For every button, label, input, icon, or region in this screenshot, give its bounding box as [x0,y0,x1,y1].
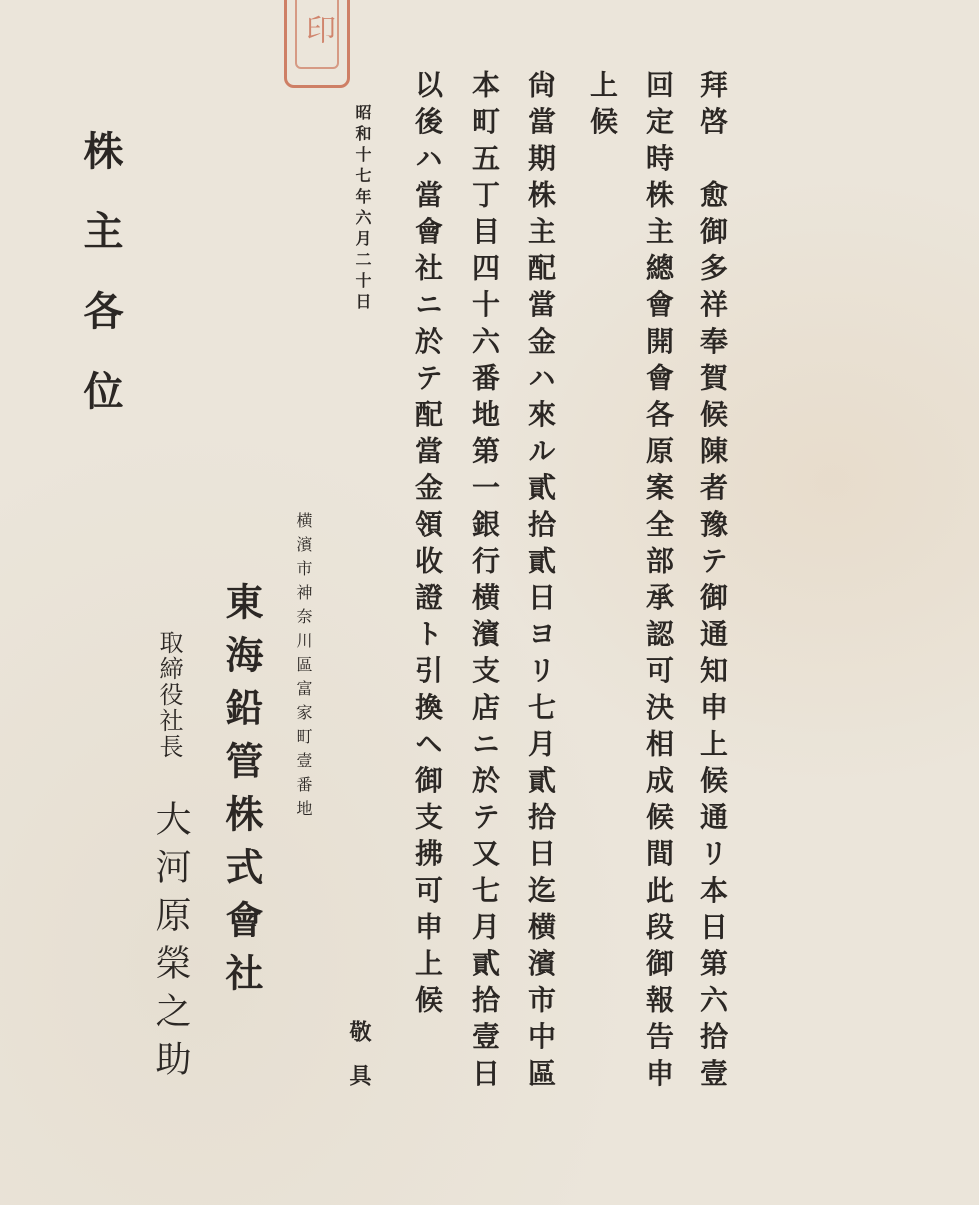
red-seal-stamp [284,0,350,88]
body-line-2: 回定時株主總會開會各原案全部承認可決相成候間此段御報告申 [642,70,675,1095]
body-line-3: 上候 [586,70,619,144]
company-name: 東海鉛管株式會社 [219,582,264,1006]
seal-mark: 印 [295,0,339,69]
body-line-1: 拜啓 愈御多祥奉賀候陳者豫テ御通知申上候通リ本日第六拾壹 [696,70,729,1095]
body-line-5: 本町五丁目四十六番地第一銀行横濱支店ニ於テ又七月貳拾壹日 [468,70,501,1095]
president-name: 大河原榮之助 [150,800,191,1088]
body-line-4: 尙當期株主配當金ハ來ル貳拾貳日ヨリ七月貳拾日迄横濱市中區 [524,70,557,1095]
closing-keigu: 敬具 [346,1020,372,1108]
body-line-6: 以後ハ當會社ニ於テ配當金領收證ト引換ヘ御支拂可申上候 [411,70,444,1022]
president-title: 取締役社長 [155,630,183,760]
company-address: 横濱市神奈川區富家町壹番地 [294,512,313,824]
addressee: 株主各位 [77,130,124,450]
date-line: 昭和十七年六月二十日 [353,104,372,314]
